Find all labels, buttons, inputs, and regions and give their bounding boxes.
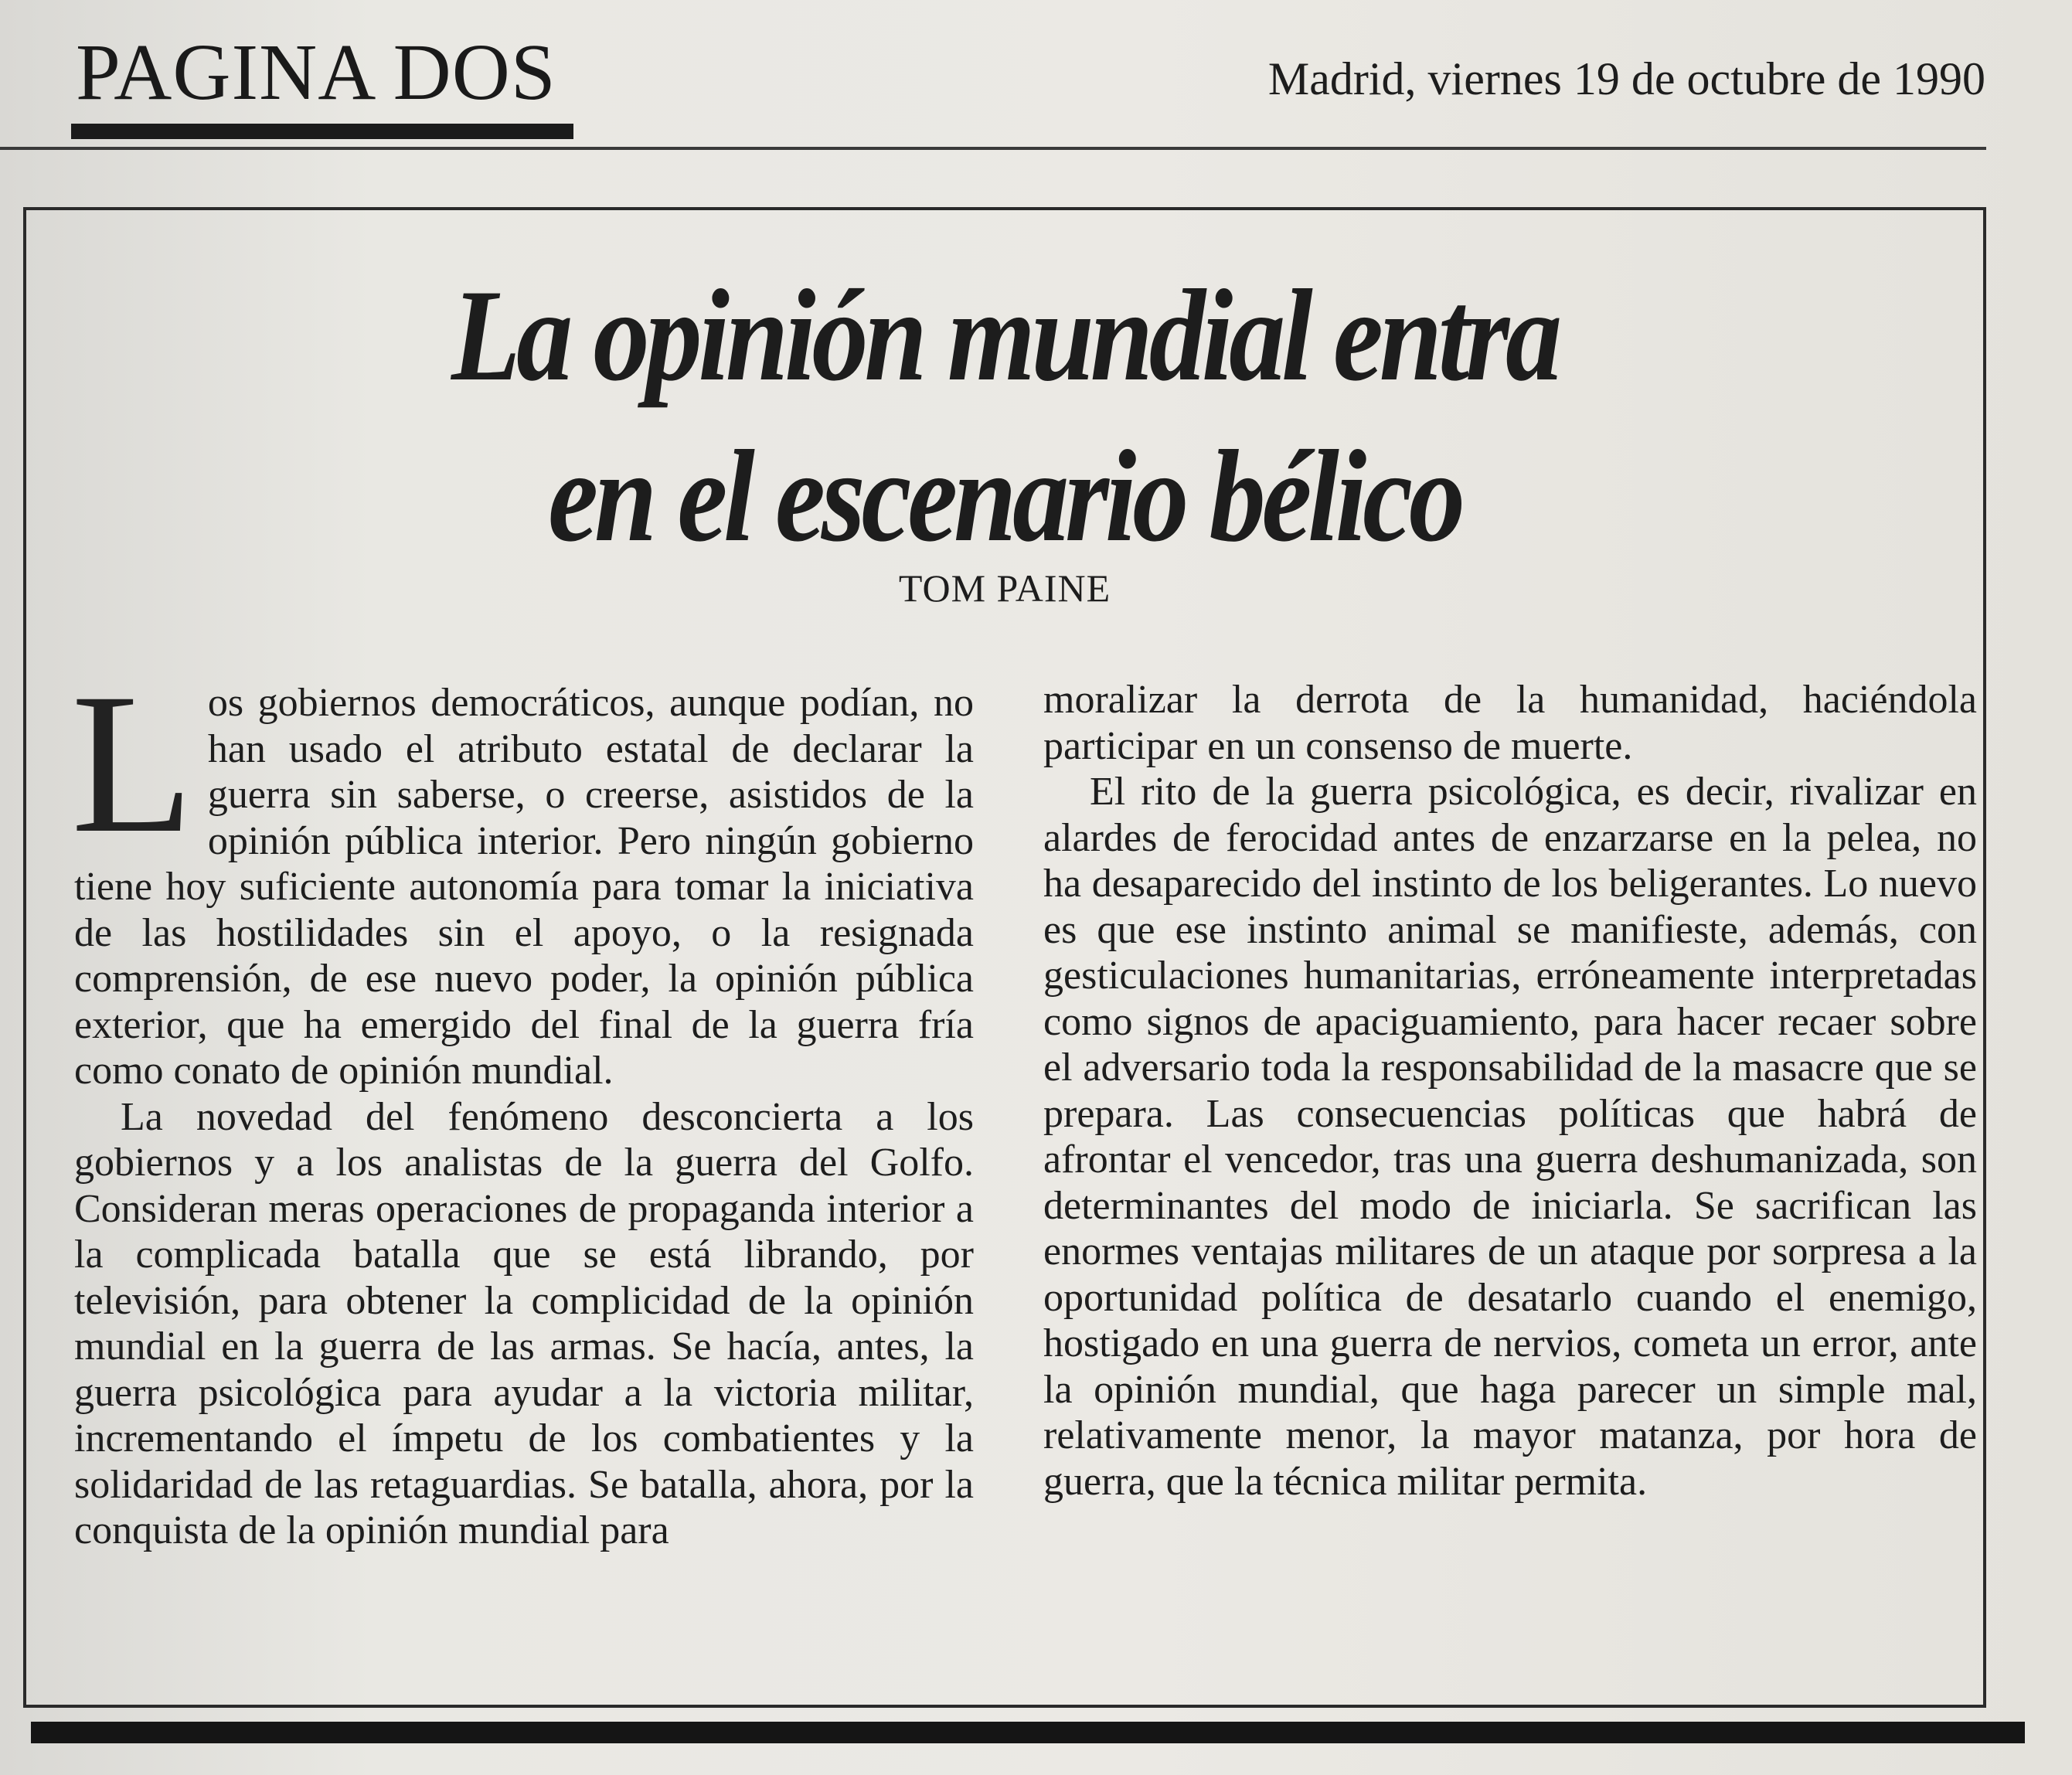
- headline: [161, 255, 1849, 576]
- section-underline-bar: [71, 124, 573, 139]
- paragraph: [71, 652, 974, 1094]
- section-title: PAGINA DOS: [76, 28, 556, 117]
- paragraph: La novedad del fenómeno desconcierta a los gobiernos y a los analistas de la guerra del Golfo. Consideran meras operaciones de propaganda interior a la complicada batalla que se está librando, por televisión, para obtener la complicidad de la opinión mundial en la guerra de las armas. Se hacía, antes, la guerra psicológica para ayudar a la victoria militar, incrementando el ímpetu de los combatientes y la solidaridad de las retaguardias. Se batalla, ahora, por la conquista de la opinión mundial para: [74, 1094, 974, 1552]
- footer-rule: [31, 1722, 2025, 1743]
- article-column-1: [71, 652, 974, 1554]
- paragraph: El rito de la guerra psicológica, es decir, rivalizar en alardes de ferocidad antes de enzarzarse en la pelea, no ha desaparecido del instinto de los beligerantes. Lo nuevo es que ese instinto animal se manifieste, además, con gesticulaciones humanitarias, erróneamente interpretadas como signos de apaciguamiento, para hacer recaer sobre el adversario toda la responsabilidad de la masacre que se prepara. Las consecuencias políticas que habrá de afrontar el vencedor, tras una guerra deshumanizada, son determinantes del modo de iniciarla. Se sacrifican las enormes ventajas militares de un ataque por sorpresa a la oportunidad política de desatarlo cuando el enemigo, hostigado en una guerra de nervios, cometa un error, ante la opinión mundial, que haga parecer un simple mal, relativamente menor, la mayor matanza, por hora de guerra, que la técnica militar permita.: [1043, 770, 1977, 1504]
- headline-line-1: La opinión mundial entra: [451, 263, 1558, 408]
- header-rule: [0, 147, 1986, 150]
- drop-cap: L: [71, 652, 194, 875]
- paragraph-text: os gobiernos democráticos, aunque podían, no han usado el atributo estatal de declarar la guerra sin saberse, o creerse, asistidos de la opinión pública interior. Pero ningún gobierno tiene hoy suficiente autonomía para tomar la iniciativa de las hostilidades sin el apoyo, o la resignada comprensión, de ese nuevo poder, la opinión pública exterior, que ha emergido del final de la guerra fría como conato de opinión mundial.: [74, 681, 974, 1093]
- byline: TOM PAINE: [898, 566, 1111, 610]
- paragraph: moralizar la derrota de la humanidad, haciéndola participar en un consenso de muerte.: [1043, 678, 1977, 768]
- article-column-2: [1043, 677, 1977, 1505]
- dateline: Madrid, viernes 19 de octubre de 1990: [1267, 53, 1985, 104]
- headline-line-2: en el escenario bélico: [548, 423, 1461, 569]
